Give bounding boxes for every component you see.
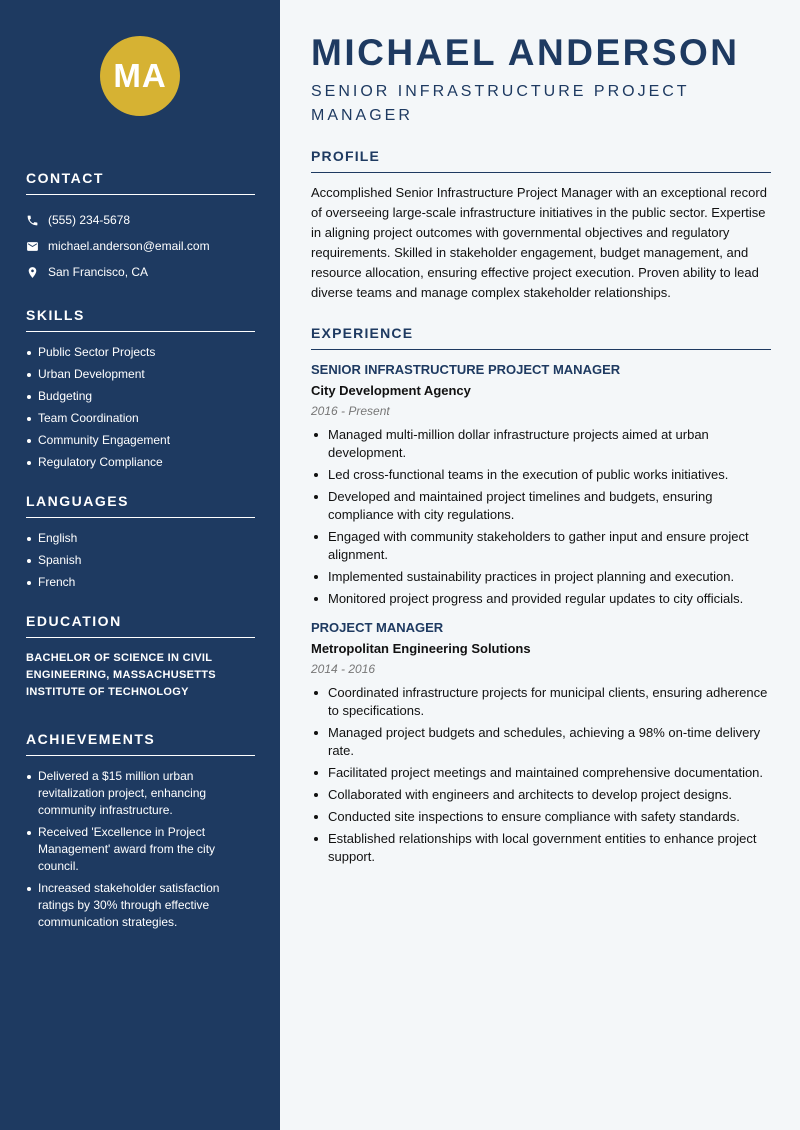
job-entry — [311, 362, 771, 608]
skills-heading: SKILLS — [26, 307, 255, 332]
list-item: Community Engagement — [26, 432, 255, 449]
list-item: Public Sector Projects — [26, 344, 255, 361]
list-item: Developed and maintained project timelines and budgets, ensuring compliance with city regulations. — [311, 488, 771, 524]
list-item: Budgeting — [26, 388, 255, 405]
achievements-list — [26, 768, 255, 931]
list-item: Urban Development — [26, 366, 255, 383]
sidebar — [0, 0, 280, 1130]
skills-list — [26, 344, 255, 471]
job-entry-company: Metropolitan Engineering Solutions — [311, 641, 531, 656]
list-item: Established relationships with local government entities to enhance project support. — [311, 830, 771, 866]
job-entry-title: PROJECT MANAGER — [311, 620, 444, 635]
job-entry-title: SENIOR INFRASTRUCTURE PROJECT MANAGER — [311, 362, 621, 377]
languages-section — [26, 493, 255, 591]
profile-heading: PROFILE — [311, 148, 771, 173]
experience-heading: EXPERIENCE — [311, 325, 771, 350]
profile-section — [311, 148, 771, 303]
job-entry-dates: 2014 - 2016 — [311, 662, 376, 676]
email-text: michael.anderson@email.com — [48, 239, 210, 253]
contact-section — [26, 170, 255, 285]
contact-heading: CONTACT — [26, 170, 255, 195]
list-item: French — [26, 574, 255, 591]
list-item: English — [26, 530, 255, 547]
main-content — [280, 0, 800, 1130]
contact-phone — [26, 207, 255, 233]
education-heading: EDUCATION — [26, 613, 255, 638]
list-item: Conducted site inspections to ensure compliance with safety standards. — [311, 808, 771, 826]
skills-section — [26, 307, 255, 471]
list-item: Monitored project progress and provided regular updates to city officials. — [311, 590, 771, 608]
phone-text: (555) 234-5678 — [48, 213, 131, 227]
education-section — [26, 613, 255, 701]
languages-list — [26, 530, 255, 591]
email-icon — [26, 240, 39, 253]
list-item: Led cross-functional teams in the execution of public works initiatives. — [311, 466, 771, 484]
achievements-heading: ACHIEVEMENTS — [26, 731, 255, 756]
list-item: Spanish — [26, 552, 255, 569]
job-entry-company: City Development Agency — [311, 383, 471, 398]
location-text: San Francisco, CA — [48, 265, 149, 279]
list-item: Delivered a $15 million urban revitalization project, enhancing community infrastructure. — [26, 768, 255, 819]
job-title: SENIOR INFRASTRUCTURE PROJECT MANAGER — [311, 83, 690, 124]
experience-section — [311, 325, 771, 866]
job-bullets — [311, 684, 771, 866]
avatar: MA — [100, 36, 180, 116]
list-item: Team Coordination — [26, 410, 255, 427]
contact-location — [26, 259, 255, 285]
list-item: Implemented sustainability practices in project planning and execution. — [311, 568, 771, 586]
education-degree: BACHELOR OF SCIENCE IN CIVIL ENGINEERING, MASSACHUSETTS INSTITUTE OF TECHNOLOGY — [26, 652, 216, 698]
job-entry — [311, 620, 771, 866]
list-item: Regulatory Compliance — [26, 454, 255, 471]
list-item: Managed multi-million dollar infrastructure projects aimed at urban development. — [311, 426, 771, 462]
achievements-section — [26, 731, 255, 931]
list-item: Increased stakeholder satisfaction ratings by 30% through effective communication strategies. — [26, 880, 255, 931]
list-item: Engaged with community stakeholders to gather input and ensure project alignment. — [311, 528, 771, 564]
languages-heading: LANGUAGES — [26, 493, 255, 518]
profile-text: Accomplished Senior Infrastructure Project Manager with an exceptional record of overseeing large-scale infrastructure initiatives in the public sector. Expertise in aligning project outcomes with governmental objectives and regulatory requirements. Skilled in stakeholder engagement, budget management, and resource allocation, ensuring effective project execution. Proven ability to lead diverse teams and manage complex stakeholder relationships. — [311, 185, 767, 300]
phone-icon — [26, 214, 39, 227]
contact-email — [26, 233, 255, 259]
location-pin-icon — [26, 266, 39, 279]
list-item: Collaborated with engineers and architects to develop project designs. — [311, 786, 771, 804]
job-bullets — [311, 426, 771, 608]
job-entry-dates: 2016 - Present — [311, 404, 390, 418]
list-item: Facilitated project meetings and maintained comprehensive documentation. — [311, 764, 771, 782]
list-item: Received 'Excellence in Project Management' award from the city council. — [26, 824, 255, 875]
list-item: Managed project budgets and schedules, achieving a 98% on-time delivery rate. — [311, 724, 771, 760]
candidate-name: MICHAEL ANDERSON — [311, 32, 740, 73]
list-item: Coordinated infrastructure projects for municipal clients, ensuring adherence to specifications. — [311, 684, 771, 720]
